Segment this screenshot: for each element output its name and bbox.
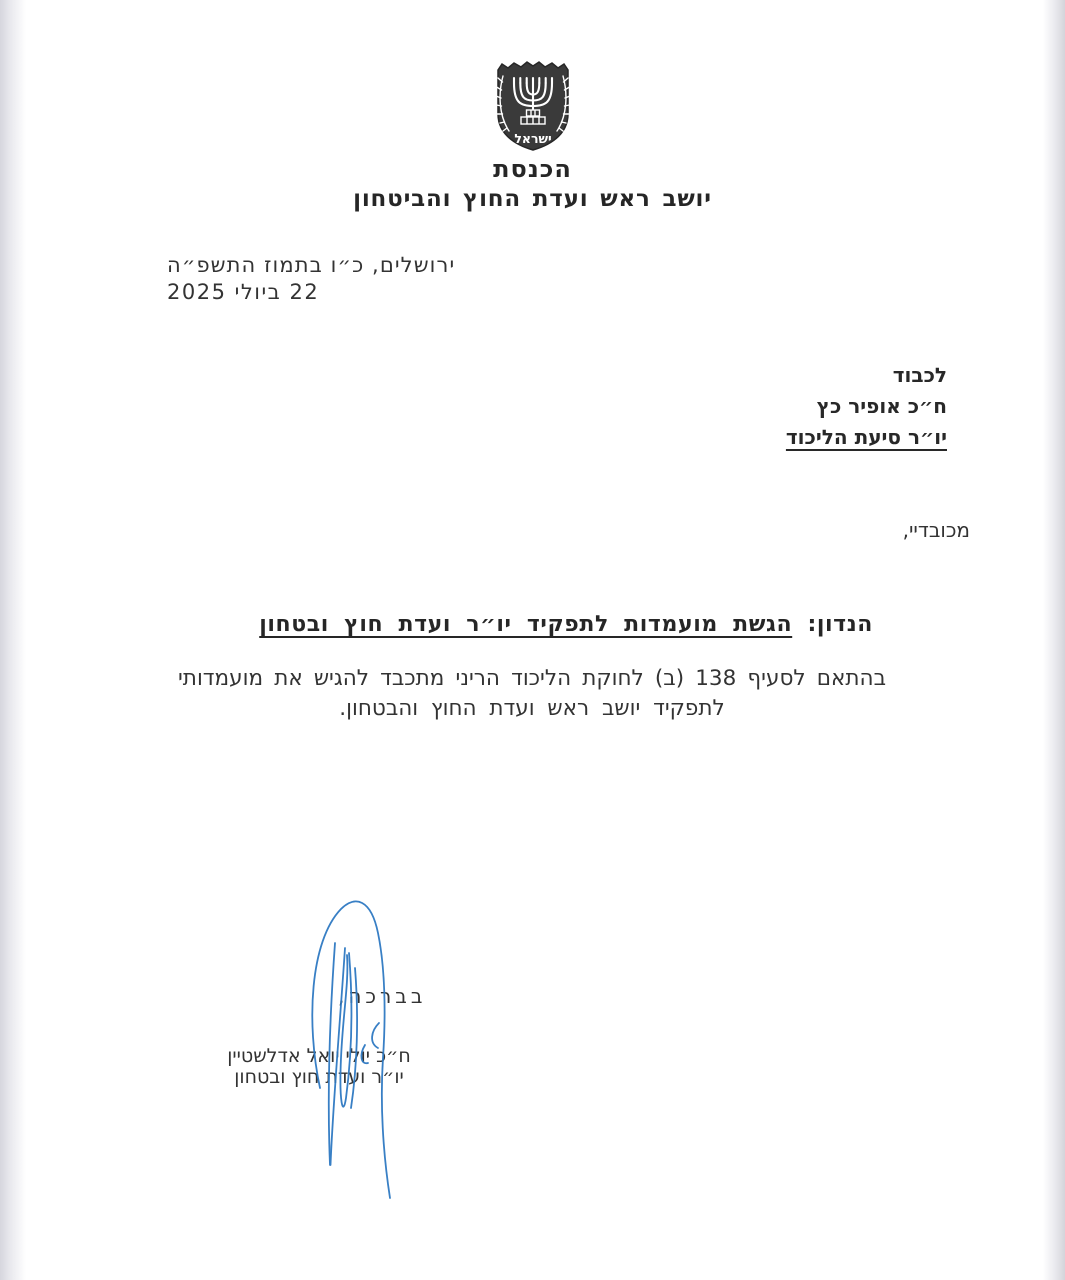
- subject-label: הנדון:: [807, 612, 873, 637]
- body-paragraph: [178, 664, 886, 724]
- signer-name: ח״כ יולי יואל אדלשטיין: [227, 1045, 411, 1067]
- recipient-salutation: לכבוד: [892, 363, 947, 387]
- signature-ink: [283, 893, 418, 1213]
- valediction: בברכה,: [338, 984, 427, 1008]
- dateline: [167, 252, 455, 306]
- civil-date: 22 ביולי 2025: [167, 280, 320, 304]
- signer-title: יו״ר ועדת חוץ ובטחון: [234, 1066, 404, 1088]
- body-line-1: בהתאם לסעיף 138 (ב) לחוקת הליכוד הריני מתכבד להגיש את מועמדותי: [178, 666, 887, 691]
- org-title: הכנסת: [493, 155, 572, 183]
- office-title: יושב ראש ועדת החוץ והביטחון: [353, 186, 712, 212]
- hebrew-date: ירושלים, כ״ו בתמוז התשפ״ה: [167, 253, 456, 277]
- subject-line: [259, 612, 873, 637]
- subject-text: הגשת מועמדות לתפקיד יו״ר ועדת חוץ ובטחון: [259, 612, 793, 637]
- emblem-country-label: ישראל: [513, 131, 552, 146]
- israel-state-emblem-icon: [488, 56, 578, 153]
- letterhead: [0, 56, 1065, 212]
- greeting: מכובדיי,: [902, 518, 970, 542]
- recipient-block: [786, 360, 947, 453]
- recipient-title: יו״ר סיעת הליכוד: [785, 425, 947, 449]
- recipient-name: ח״כ אופיר כץ: [816, 394, 947, 418]
- body-line-2: לתפקיד יושב ראש ועדת החוץ והבטחון.: [339, 696, 725, 721]
